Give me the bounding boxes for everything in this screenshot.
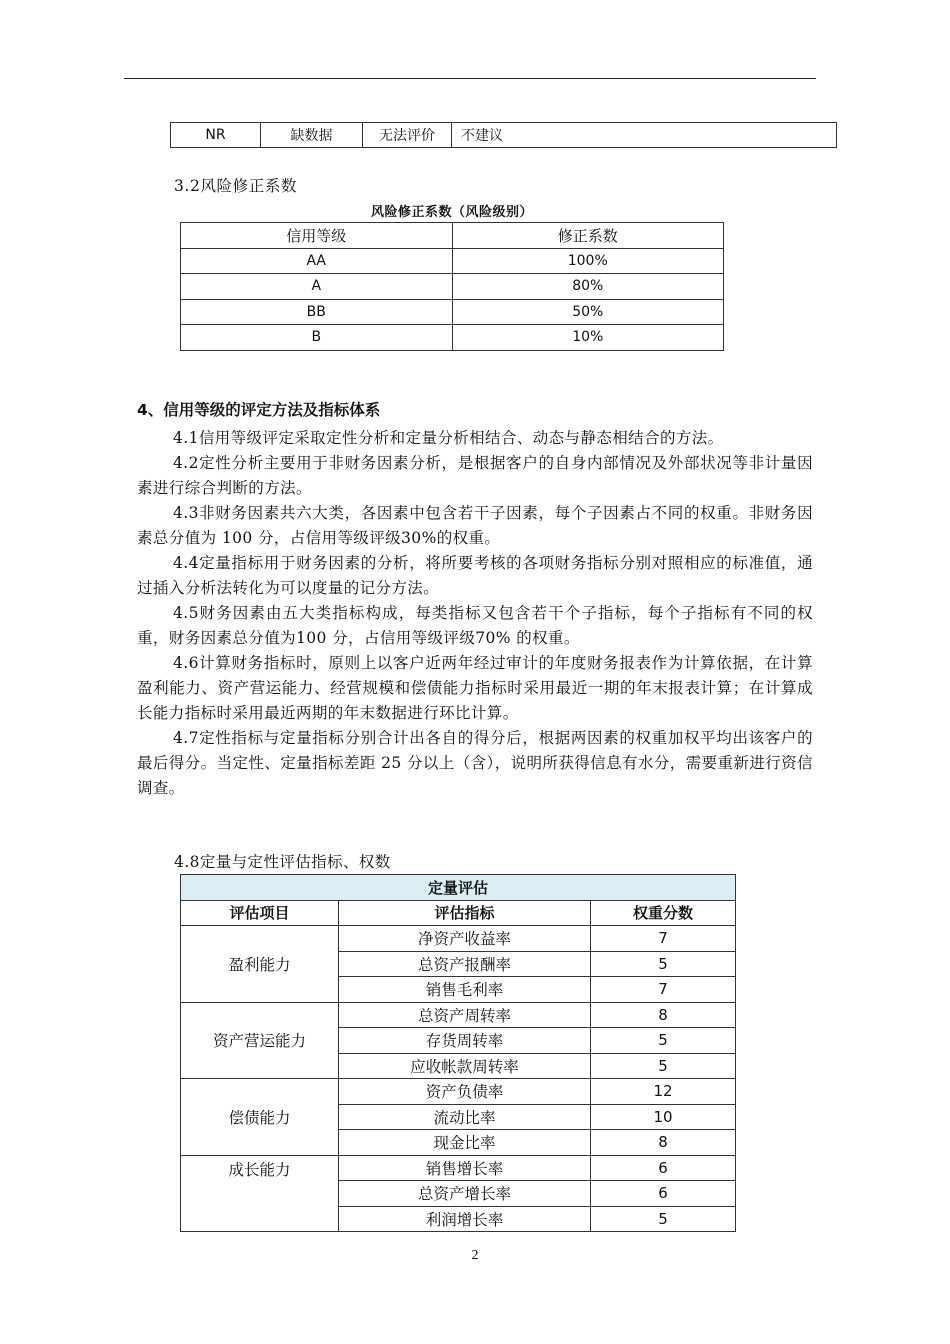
table-cell: 总资产增长率 <box>339 1181 591 1207</box>
table-cell: 10% <box>452 325 724 351</box>
table-cell: 缺数据 <box>261 123 363 148</box>
table-cell: 应收帐款周转率 <box>339 1053 591 1079</box>
table-cell: BB <box>181 299 453 325</box>
table-cell: 5 <box>591 951 736 977</box>
table-cell: 总资产报酬率 <box>339 951 591 977</box>
paragraph: 4.5财务因素由五大类指标构成，每类指标又包含若干个子指标，每个子指标有不同的权重，财务因素总分值为100 分，占信用等级评级70% 的权重。 <box>137 604 813 647</box>
table-cell: 8 <box>591 1130 736 1156</box>
table-cell: 10 <box>591 1104 736 1130</box>
table-cell: 6 <box>591 1155 736 1181</box>
quantitative-assessment-table <box>180 874 736 1232</box>
page-number: 2 <box>471 1248 479 1263</box>
table-cell: B <box>181 325 453 351</box>
group-cell: 成长能力 <box>181 1155 339 1232</box>
table-cell: 100% <box>452 248 724 274</box>
table-row <box>181 274 724 300</box>
table-cell: 7 <box>591 977 736 1003</box>
table-cell: 净资产收益率 <box>339 926 591 952</box>
table-cell: 流动比率 <box>339 1104 591 1130</box>
table-row <box>181 325 724 351</box>
table-cell: 存货周转率 <box>339 1028 591 1054</box>
column-header: 修正系数 <box>452 223 724 249</box>
table-row <box>181 1079 736 1105</box>
table-cell: 50% <box>452 299 724 325</box>
column-header: 信用等级 <box>181 223 453 249</box>
group-cell: 资产营运能力 <box>181 1002 339 1079</box>
table-cell: 12 <box>591 1079 736 1105</box>
rating-table-tail <box>170 122 837 148</box>
paragraph: 4.4定量指标用于财务因素的分析，将所要考核的各项财务指标分别对照相应的标准值，通过插入分析法转化为可以度量的记分方法。 <box>137 554 813 597</box>
paragraph-4-8: 4.8定量与定性评估指标、权数 <box>174 853 391 871</box>
paragraph: 4.6计算财务指标时，原则上以客户近两年经过审计的年度财务报表作为计算依据，在计算盈利能力、资产营运能力、经营规模和偿债能力指标时采用最近一期的年末报表计算；在计算成长能力指标时采用最近两期的年末数据进行环比计算。 <box>137 654 813 722</box>
column-header: 评估指标 <box>339 900 591 926</box>
table-cell: 不建议 <box>452 123 837 148</box>
table-cell: 5 <box>591 1053 736 1079</box>
table-cell: 销售毛利率 <box>339 977 591 1003</box>
table-header-row <box>181 900 736 926</box>
table-cell: 7 <box>591 926 736 952</box>
table-row <box>181 248 724 274</box>
section-4-heading: 4、信用等级的评定方法及指标体系 <box>137 401 381 419</box>
risk-coefficient-table <box>180 222 724 351</box>
paragraph: 4.7定性指标与定量指标分别合计出各自的得分后，根据两因素的权重加权平均出该客户的最后得分。当定性、定量指标差距 25 分以上（含），说明所获得信息有水分，需要重新进行资信调查。 <box>137 729 813 797</box>
table-cell: 利润增长率 <box>339 1206 591 1232</box>
header-rule <box>124 78 816 79</box>
table-row <box>181 926 736 952</box>
section-3-2-heading: 3.2风险修正系数 <box>174 177 298 195</box>
table-cell: NR <box>171 123 261 148</box>
table-cell: 80% <box>452 274 724 300</box>
table-cell: 6 <box>591 1181 736 1207</box>
paragraph: 4.3非财务因素共六大类，各因素中包含若干子因素，每个子因素占不同的权重。非财务因素总分值为 100 分，占信用等级评级30%的权重。 <box>137 504 813 547</box>
column-header: 评估项目 <box>181 900 339 926</box>
table-title: 定量评估 <box>181 875 736 901</box>
table-title-row <box>181 875 736 901</box>
table-cell: 8 <box>591 1002 736 1028</box>
section-4-body <box>137 426 813 801</box>
table-cell: 现金比率 <box>339 1130 591 1156</box>
table-cell: 无法评价 <box>363 123 452 148</box>
group-cell: 偿债能力 <box>181 1079 339 1156</box>
table-cell: A <box>181 274 453 300</box>
coef-table-caption: 风险修正系数（风险级别） <box>370 205 533 220</box>
table-cell: 5 <box>591 1028 736 1054</box>
table-cell: AA <box>181 248 453 274</box>
paragraph: 4.1信用等级评定采取定性分析和定量分析相结合、动态与静态相结合的方法。 <box>173 429 724 447</box>
group-cell: 盈利能力 <box>181 926 339 1003</box>
table-cell: 总资产周转率 <box>339 1002 591 1028</box>
column-header: 权重分数 <box>591 900 736 926</box>
table-header-row <box>181 223 724 249</box>
table-row <box>181 1155 736 1181</box>
table-cell: 销售增长率 <box>339 1155 591 1181</box>
paragraph: 4.2定性分析主要用于非财务因素分析，是根据客户的自身内部情况及外部状况等非计量因素进行综合判断的方法。 <box>137 454 813 497</box>
table-row <box>181 299 724 325</box>
table-cell: 资产负债率 <box>339 1079 591 1105</box>
table-row <box>181 1002 736 1028</box>
table-row <box>171 123 837 148</box>
table-cell: 5 <box>591 1206 736 1232</box>
